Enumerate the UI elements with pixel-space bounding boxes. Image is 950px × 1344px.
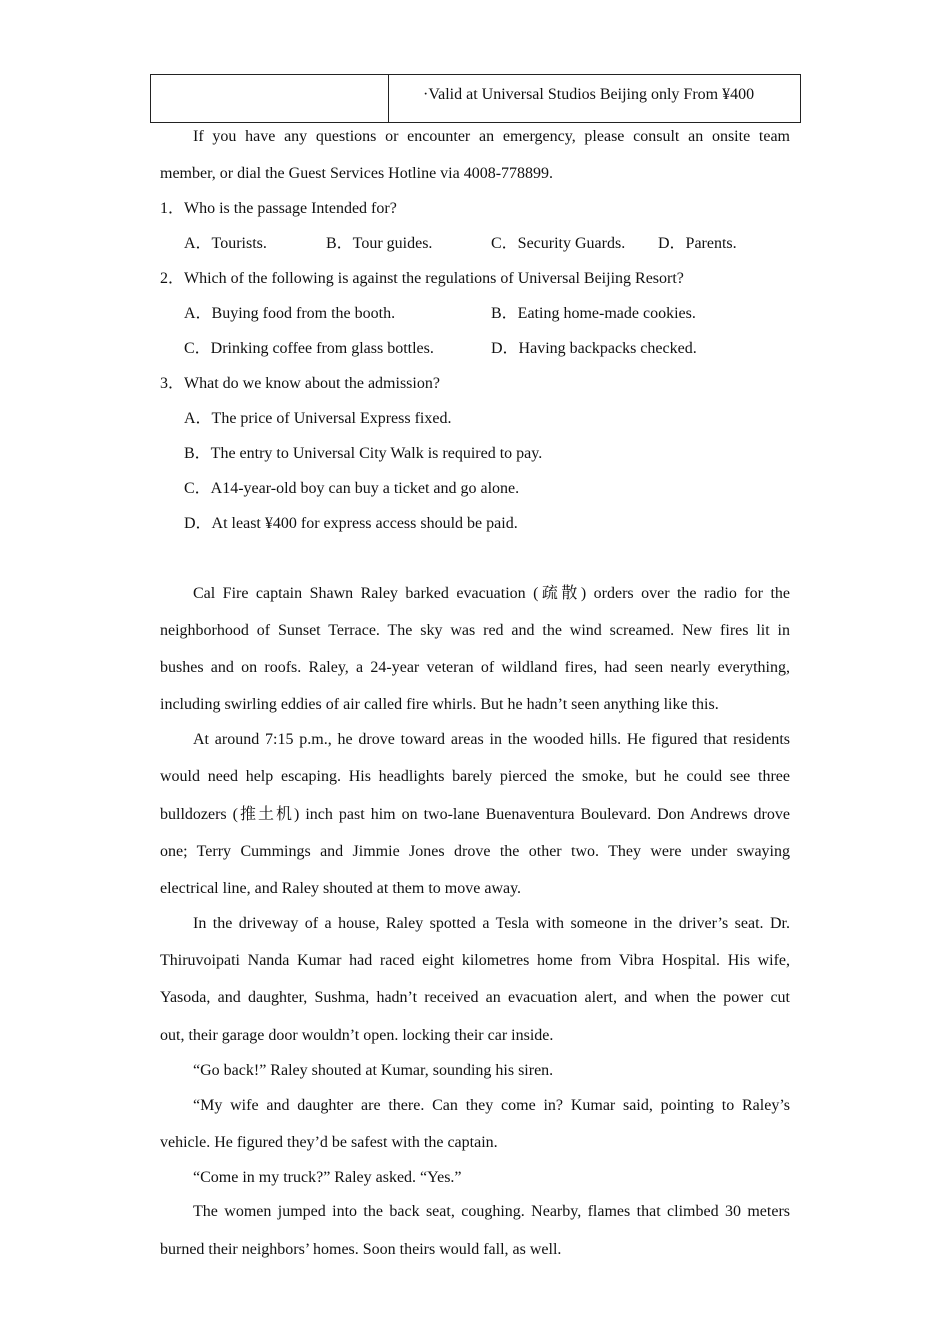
question-1-option-d: D．Parents. <box>658 235 737 252</box>
question-1-option-b: B．Tour guides. <box>326 235 433 252</box>
story-line: “My wife and daughter are there. Can they come in? Kumar said, pointing to Raley’s <box>193 1097 790 1114</box>
story-line: vehicle. He figured they’d be safest with the captain. <box>160 1134 498 1151</box>
table-cell-text: ·Valid at Universal Studios Beijing only From ¥400 <box>423 86 755 103</box>
story-line: would need help escaping. His headlights barely pierced the smoke, but he could see three <box>160 768 790 785</box>
story-line: Cal Fire captain Shawn Raley barked evacuation (疏散) orders over the radio for the <box>193 585 790 602</box>
question-2-option-a: A．Buying food from the booth. <box>184 305 396 322</box>
story-line: bushes and on roofs. Raley, a 24-year veteran of wildland fires, had seen nearly everything, <box>160 659 790 676</box>
question-3-option-c: C．A14-year-old boy can buy a ticket and go alone. <box>184 480 520 497</box>
question-3-option-b: B．The entry to Universal City Walk is required to pay. <box>184 445 543 462</box>
story-line: Yasoda, and daughter, Sushma, hadn’t received an evacuation alert, and when the power cut <box>160 989 790 1006</box>
story-line: “Go back!” Raley shouted at Kumar, sounding his siren. <box>193 1062 554 1079</box>
story-line: out, their garage door wouldn’t open. locking their car inside. <box>160 1027 554 1044</box>
story-line: The women jumped into the back seat, coughing. Nearby, flames that climbed 30 meters <box>193 1203 790 1220</box>
question-2-option-b: B．Eating home-made cookies. <box>491 305 696 322</box>
question-1-option-a: A．Tourists. <box>184 235 267 252</box>
story-line: one; Terry Cummings and Jimmie Jones drove the other two. They were under swaying <box>160 843 790 860</box>
question-1-stem: 1．Who is the passage Intended for? <box>160 200 397 217</box>
question-2-option-c: C．Drinking coffee from glass bottles. <box>184 340 434 357</box>
story-line: including swirling eddies of air called fire whirls. But he hadn’t seen anything like this. <box>160 696 719 713</box>
story-line: neighborhood of Sunset Terrace. The sky was red and the wind screamed. New fires lit in <box>160 622 790 639</box>
story-line: Thiruvoipati Nanda Kumar had raced eight kilometres home from Vibra Hospital. His wife, <box>160 952 790 969</box>
question-3-option-d: D．At least ¥400 for express access should be paid. <box>184 515 518 532</box>
question-3-option-a: A．The price of Universal Express fixed. <box>184 410 452 427</box>
question-2-option-d: D．Having backpacks checked. <box>491 340 697 357</box>
story-line: At around 7:15 p.m., he drove toward areas in the wooded hills. He figured that residents <box>193 731 790 748</box>
contact-line-2: member, or dial the Guest Services Hotline via 4008-778899. <box>160 165 554 182</box>
contact-line-1: If you have any questions or encounter an emergency, please consult an onsite team <box>193 128 790 145</box>
story-line: bulldozers (推土机) inch past him on two-lane Buenaventura Boulevard. Don Andrews drove <box>160 806 790 823</box>
question-1-option-c: C．Security Guards. <box>491 235 626 252</box>
story-line: electrical line, and Raley shouted at them to move away. <box>160 880 522 897</box>
question-2-stem: 2．Which of the following is against the regulations of Universal Beijing Resort? <box>160 270 684 287</box>
story-line: “Come in my truck?” Raley asked. “Yes.” <box>193 1169 462 1186</box>
table-cell-divider <box>388 75 389 122</box>
question-3-stem: 3．What do we know about the admission? <box>160 375 440 392</box>
ticket-table-row <box>150 74 801 123</box>
story-line: In the driveway of a house, Raley spotted a Tesla with someone in the driver’s seat. Dr. <box>193 915 790 932</box>
story-line: burned their neighbors’ homes. Soon theirs would fall, as well. <box>160 1241 562 1258</box>
